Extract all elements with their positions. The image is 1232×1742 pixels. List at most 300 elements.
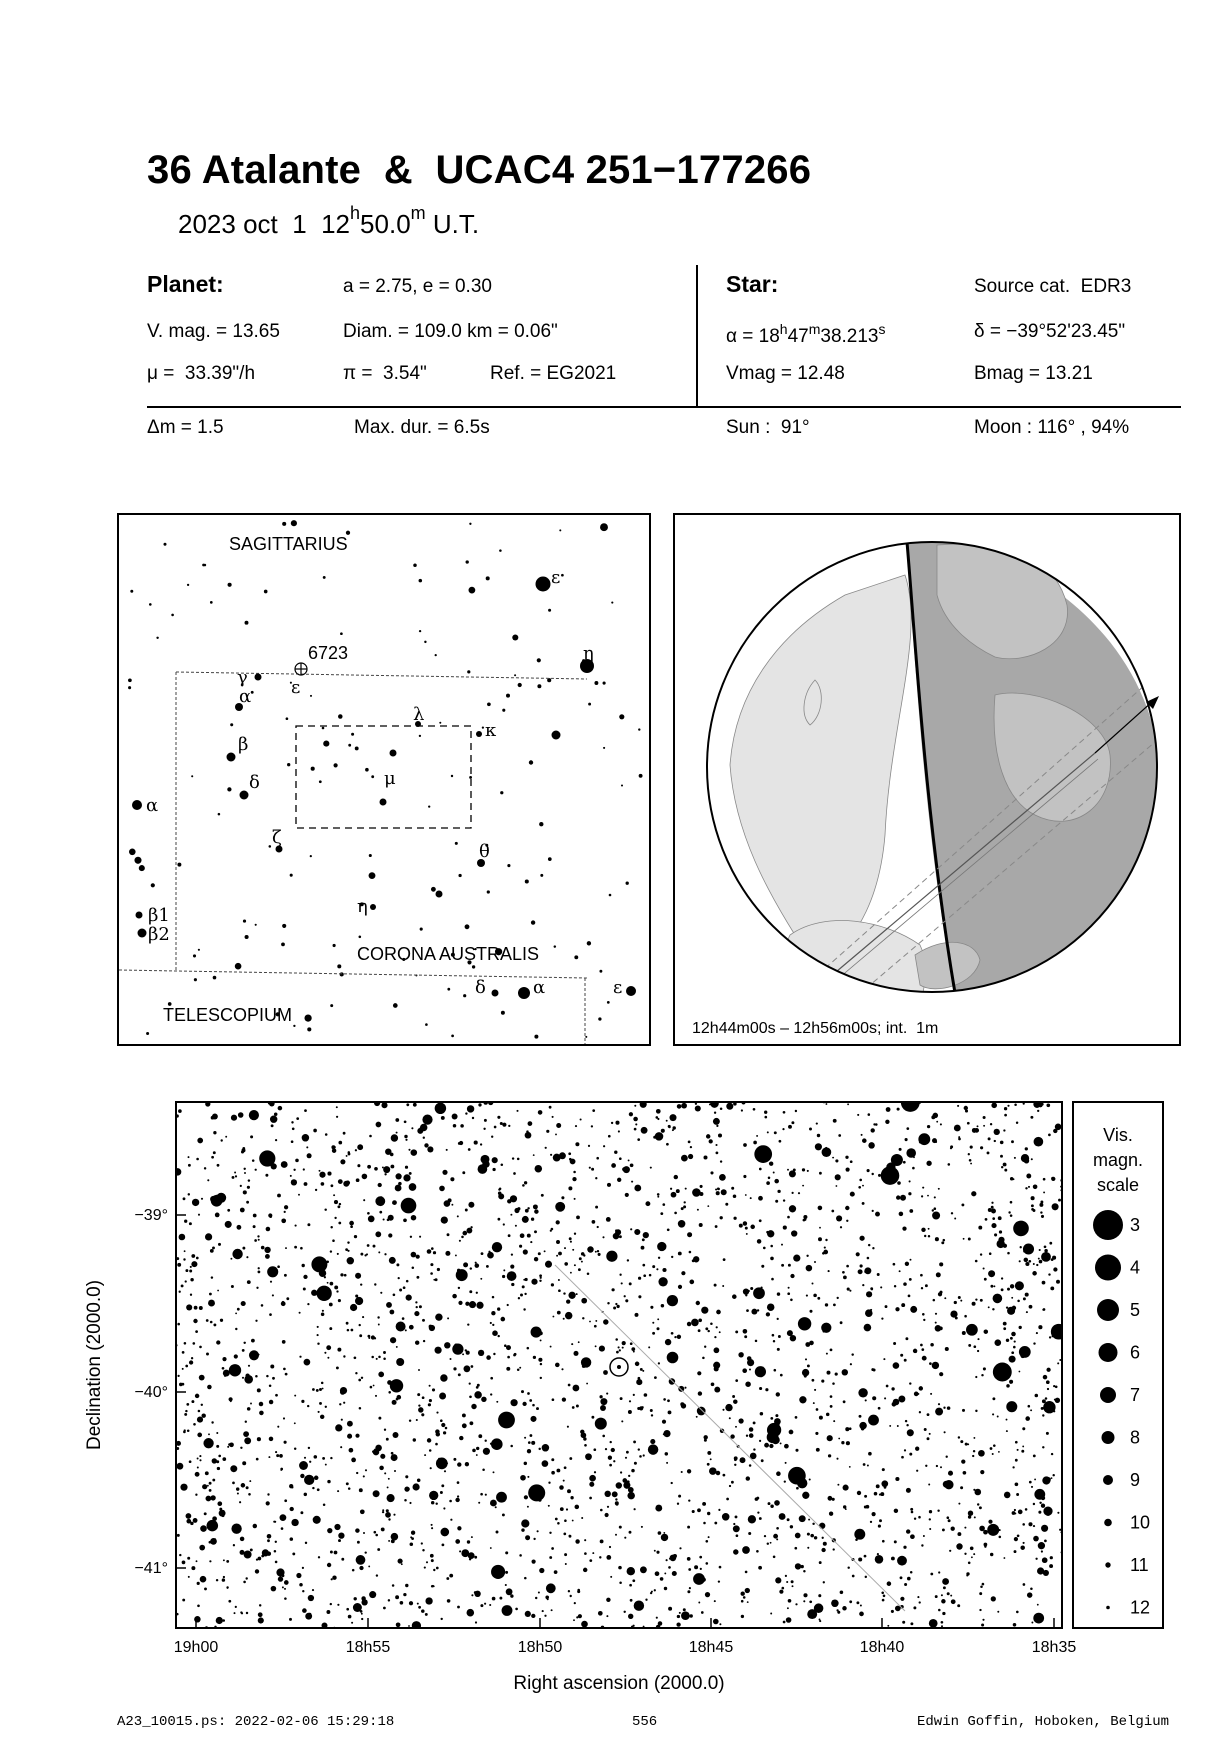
field-star	[630, 1599, 633, 1602]
finder-star	[218, 813, 221, 816]
field-star	[713, 1619, 719, 1625]
field-star	[595, 1320, 597, 1322]
field-star	[457, 1462, 461, 1466]
field-star	[940, 1123, 942, 1125]
field-star	[699, 1192, 703, 1196]
legend-items	[1093, 1210, 1150, 1618]
field-star	[745, 1588, 750, 1593]
field-star	[548, 1505, 550, 1507]
field-star	[998, 1237, 1004, 1243]
field-star	[1003, 1557, 1005, 1559]
field-star	[678, 1495, 681, 1498]
field-star	[184, 1250, 186, 1252]
field-star	[396, 1263, 399, 1266]
x-tick-label: 19h00	[173, 1639, 219, 1656]
field-star	[317, 1334, 319, 1336]
field-star	[909, 1209, 913, 1213]
finder-star	[588, 703, 591, 706]
field-star	[676, 1189, 680, 1193]
finder-star	[269, 845, 272, 848]
field-star	[1024, 1158, 1029, 1163]
field-star	[1025, 1187, 1027, 1189]
field-star	[887, 1625, 889, 1627]
field-star	[817, 1297, 820, 1300]
field-star	[483, 1128, 485, 1130]
field-star	[950, 1595, 952, 1597]
field-star	[458, 1301, 462, 1305]
finder-star	[512, 634, 518, 640]
field-star	[350, 1225, 353, 1228]
field-star	[511, 1253, 513, 1255]
field-star	[785, 1575, 787, 1577]
field-star	[759, 1440, 761, 1442]
field-star	[787, 1607, 789, 1609]
field-star	[503, 1269, 505, 1271]
field-star	[736, 1534, 739, 1537]
field-star	[1049, 1242, 1052, 1245]
field-star	[643, 1274, 646, 1277]
field-star	[649, 1274, 652, 1277]
field-star	[557, 1311, 561, 1315]
field-star	[1017, 1300, 1020, 1303]
field-star	[681, 1471, 683, 1473]
field-star	[707, 1330, 709, 1332]
field-star	[658, 1362, 660, 1364]
field-star	[1003, 1322, 1007, 1326]
field-star	[864, 1324, 872, 1332]
field-star	[476, 1454, 478, 1456]
field-star	[859, 1179, 862, 1182]
field-star	[457, 1606, 460, 1609]
field-star	[480, 1143, 482, 1145]
field-star	[662, 1203, 665, 1206]
field-star	[944, 1431, 946, 1433]
field-star	[338, 1222, 341, 1225]
field-star	[281, 1161, 288, 1168]
field-star	[1004, 1114, 1007, 1117]
field-star	[378, 1183, 382, 1187]
field-star	[417, 1393, 420, 1396]
field-star	[498, 1192, 502, 1196]
field-star	[668, 1410, 672, 1414]
field-star	[331, 1578, 333, 1580]
field-star	[764, 1443, 769, 1448]
field-star	[713, 1362, 720, 1369]
x-axis-label: Right ascension (2000.0)	[513, 1673, 725, 1694]
field-star	[198, 1410, 201, 1413]
field-star	[327, 1528, 332, 1533]
field-star	[875, 1555, 884, 1564]
field-star	[184, 1342, 187, 1345]
field-star	[541, 1194, 544, 1197]
field-star	[789, 1170, 796, 1177]
field-star	[964, 1106, 968, 1110]
field-star	[194, 1306, 198, 1310]
field-star	[906, 1148, 916, 1158]
field-star	[918, 1516, 921, 1519]
label-epsilon: ε	[291, 677, 301, 698]
field-star	[529, 1399, 532, 1402]
field-star	[867, 1257, 870, 1260]
field-star	[525, 1132, 532, 1139]
field-star	[895, 1477, 899, 1481]
field-star	[258, 1267, 260, 1269]
field-star	[306, 1146, 308, 1148]
field-star	[629, 1584, 632, 1587]
field-star	[992, 1217, 995, 1220]
field-star	[271, 1586, 277, 1592]
planet-heading: Planet:	[147, 271, 224, 297]
field-star	[1035, 1394, 1039, 1398]
finder-star	[128, 678, 132, 682]
field-star	[943, 1586, 946, 1589]
field-star	[259, 1411, 264, 1416]
field-star	[589, 1167, 591, 1169]
field-star	[1040, 1211, 1042, 1213]
field-star	[622, 1347, 624, 1349]
field-star	[595, 1206, 598, 1209]
field-star	[190, 1278, 193, 1281]
field-star	[1031, 1486, 1033, 1488]
field-star	[490, 1547, 492, 1549]
field-star	[661, 1534, 668, 1541]
field-star	[182, 1561, 186, 1565]
field-star	[936, 1272, 941, 1277]
field-star	[568, 1292, 575, 1299]
field-star	[723, 1258, 726, 1261]
field-star	[515, 1225, 517, 1227]
field-star	[833, 1548, 835, 1550]
field-star	[492, 1296, 495, 1299]
field-star	[466, 1228, 472, 1234]
field-star	[910, 1508, 913, 1511]
field-star	[534, 1209, 538, 1213]
field-star	[993, 1285, 995, 1287]
field-star	[531, 1441, 535, 1445]
field-star	[1016, 1611, 1019, 1614]
field-star	[992, 1453, 994, 1455]
field-star	[743, 1143, 747, 1147]
field-star	[1049, 1564, 1053, 1568]
field-star	[435, 1278, 438, 1281]
finder-star	[500, 791, 503, 794]
field-star	[842, 1271, 845, 1274]
field-star	[958, 1436, 960, 1438]
field-star	[823, 1581, 825, 1583]
legend-mag-label: 11	[1130, 1555, 1149, 1575]
field-star	[717, 1188, 719, 1190]
field-star	[265, 1174, 268, 1177]
field-star	[444, 1342, 450, 1348]
field-star	[215, 1213, 220, 1218]
field-star	[881, 1592, 884, 1595]
field-star	[619, 1349, 621, 1351]
field-star	[570, 1241, 572, 1243]
field-star	[583, 1437, 586, 1440]
field-star	[238, 1112, 244, 1118]
finder-star	[487, 702, 491, 706]
field-star	[769, 1444, 773, 1448]
field-star	[634, 1229, 640, 1235]
field-star	[1035, 1558, 1037, 1560]
field-star	[1023, 1583, 1026, 1586]
field-star	[691, 1319, 699, 1327]
field-star	[923, 1535, 925, 1537]
field-star	[424, 1143, 428, 1147]
field-star	[235, 1312, 237, 1314]
field-star	[586, 1383, 588, 1385]
field-star	[196, 1560, 198, 1562]
field-star	[878, 1525, 881, 1528]
field-star	[478, 1502, 480, 1504]
field-star	[870, 1521, 872, 1523]
field-star	[501, 1317, 506, 1322]
field-star	[216, 1579, 218, 1581]
field-star	[946, 1456, 948, 1458]
field-star	[812, 1523, 814, 1525]
field-star	[706, 1134, 710, 1138]
field-star	[255, 1320, 257, 1322]
field-star	[935, 1313, 937, 1315]
field-star	[846, 1220, 848, 1222]
field-star	[981, 1623, 984, 1626]
field-star	[294, 1246, 297, 1249]
field-star	[387, 1219, 390, 1222]
field-star	[361, 1377, 363, 1379]
field-star	[326, 1610, 330, 1614]
field-star	[325, 1406, 327, 1408]
field-star	[1037, 1604, 1039, 1606]
field-star	[319, 1388, 322, 1391]
field-star	[1015, 1459, 1018, 1462]
field-star	[932, 1211, 940, 1219]
field-star	[690, 1146, 692, 1148]
field-star	[413, 1103, 417, 1107]
field-star	[450, 1519, 452, 1521]
field-star	[1003, 1163, 1007, 1167]
field-star	[779, 1140, 782, 1143]
field-star	[591, 1168, 594, 1171]
field-star	[774, 1369, 777, 1372]
field-star	[817, 1134, 820, 1137]
field-star	[678, 1252, 682, 1256]
field-star	[905, 1138, 908, 1141]
finder-star	[424, 641, 426, 643]
field-star	[634, 1128, 637, 1131]
field-star	[1008, 1211, 1010, 1213]
field-star	[510, 1265, 514, 1269]
field-star	[459, 1141, 463, 1145]
field-star	[874, 1492, 878, 1496]
field-star	[781, 1264, 784, 1267]
field-star	[761, 1265, 764, 1268]
field-star	[781, 1244, 783, 1246]
field-star	[195, 1494, 197, 1496]
field-star	[481, 1155, 490, 1164]
field-star	[440, 1528, 449, 1537]
field-star	[891, 1176, 893, 1178]
field-star	[770, 1613, 772, 1615]
field-star	[705, 1592, 710, 1597]
field-star	[1033, 1536, 1039, 1542]
field-star	[997, 1416, 999, 1418]
field-star	[391, 1533, 399, 1541]
field-star	[239, 1501, 241, 1503]
field-star	[409, 1183, 417, 1191]
field-star	[539, 1568, 544, 1573]
label-epsilon-cra: ε	[613, 977, 623, 998]
field-star	[908, 1295, 911, 1298]
field-star	[739, 1224, 743, 1228]
field-star	[942, 1528, 945, 1531]
field-star	[516, 1110, 518, 1112]
field-star	[832, 1157, 834, 1159]
field-star	[774, 1179, 779, 1184]
field-star	[261, 1304, 264, 1307]
field-star	[384, 1173, 386, 1175]
field-star	[868, 1244, 870, 1246]
field-star	[818, 1237, 822, 1241]
field-star	[921, 1287, 923, 1289]
field-star	[394, 1470, 396, 1472]
finder-star	[455, 842, 458, 845]
field-star	[504, 1344, 507, 1347]
field-star	[467, 1540, 470, 1543]
field-star	[256, 1287, 258, 1289]
field-star	[406, 1280, 409, 1283]
field-star	[361, 1618, 363, 1620]
field-star	[507, 1271, 517, 1281]
field-star	[707, 1463, 710, 1466]
field-star	[723, 1474, 726, 1477]
field-star	[305, 1542, 307, 1544]
field-star	[957, 1604, 960, 1607]
field-star	[924, 1428, 927, 1431]
finder-star	[506, 694, 510, 698]
field-star	[253, 1225, 256, 1228]
field-star	[881, 1317, 883, 1319]
field-star	[530, 1416, 536, 1422]
field-star	[733, 1523, 735, 1525]
field-star	[258, 1557, 262, 1561]
star-delta	[240, 791, 249, 800]
field-star	[1059, 1359, 1061, 1361]
star-bright-1	[552, 731, 561, 740]
field-star	[748, 1515, 756, 1523]
field-star	[870, 1287, 873, 1290]
field-star	[187, 1557, 190, 1560]
finder-star	[487, 890, 490, 893]
field-star	[598, 1611, 603, 1616]
field-star	[424, 1567, 426, 1569]
field-star	[190, 1266, 192, 1268]
field-star	[701, 1611, 704, 1614]
field-star	[538, 1358, 542, 1362]
field-star	[188, 1193, 190, 1195]
field-star	[237, 1492, 239, 1494]
field-star	[975, 1260, 978, 1263]
field-star	[525, 1611, 531, 1617]
field-star	[568, 1590, 570, 1592]
field-star	[216, 1432, 218, 1434]
field-star	[391, 1454, 398, 1461]
field-star	[816, 1408, 819, 1411]
field-star	[634, 1105, 636, 1107]
field-star	[208, 1300, 215, 1307]
field-star	[619, 1157, 622, 1160]
field-star	[877, 1553, 879, 1555]
field-star	[207, 1385, 212, 1390]
field-star	[439, 1186, 445, 1192]
field-star	[1042, 1446, 1044, 1448]
field-star	[940, 1466, 942, 1468]
field-star	[405, 1475, 408, 1478]
field-star	[756, 1550, 759, 1553]
field-star	[266, 1375, 268, 1377]
field-star	[991, 1596, 996, 1601]
field-star	[572, 1249, 574, 1251]
field-star	[510, 1214, 512, 1216]
field-star	[670, 1555, 677, 1562]
label-sagittarius: SAGITTARIUS	[229, 534, 348, 554]
field-star	[864, 1270, 867, 1273]
finder-star	[420, 928, 423, 931]
field-star	[585, 1453, 592, 1460]
field-star	[527, 1506, 529, 1508]
field-star	[538, 1110, 543, 1115]
planet-motion: μ = 33.39"/h	[147, 363, 256, 384]
field-star	[862, 1284, 864, 1286]
field-star	[710, 1171, 713, 1174]
field-star	[447, 1233, 450, 1236]
field-star	[1022, 1445, 1024, 1447]
field-star	[498, 1335, 500, 1337]
field-star	[943, 1407, 945, 1409]
finder-star	[514, 674, 516, 676]
field-star	[1048, 1134, 1051, 1137]
field-star	[597, 1250, 599, 1252]
field-star	[1014, 1157, 1016, 1159]
field-star	[431, 1247, 434, 1250]
field-star	[677, 1503, 679, 1505]
field-star	[658, 1277, 667, 1286]
field-star	[338, 1179, 343, 1184]
field-star	[687, 1232, 692, 1237]
field-star	[882, 1468, 885, 1471]
field-star	[674, 1336, 676, 1338]
field-star	[745, 1571, 748, 1574]
field-star	[891, 1154, 903, 1166]
finder-star	[151, 883, 155, 887]
field-star	[815, 1143, 822, 1150]
field-star	[838, 1134, 841, 1137]
field-star	[770, 1257, 774, 1261]
field-star	[907, 1429, 914, 1436]
field-star	[783, 1111, 786, 1114]
field-star	[903, 1282, 907, 1286]
field-star	[894, 1540, 897, 1543]
field-star	[551, 1458, 554, 1461]
field-star	[513, 1172, 516, 1175]
field-star	[1006, 1306, 1008, 1308]
field-star	[1011, 1297, 1013, 1299]
field-star	[799, 1396, 806, 1403]
field-star	[950, 1145, 953, 1148]
field-star	[611, 1122, 613, 1124]
field-star	[774, 1131, 777, 1134]
field-star	[210, 1249, 214, 1253]
field-star	[663, 1430, 670, 1437]
